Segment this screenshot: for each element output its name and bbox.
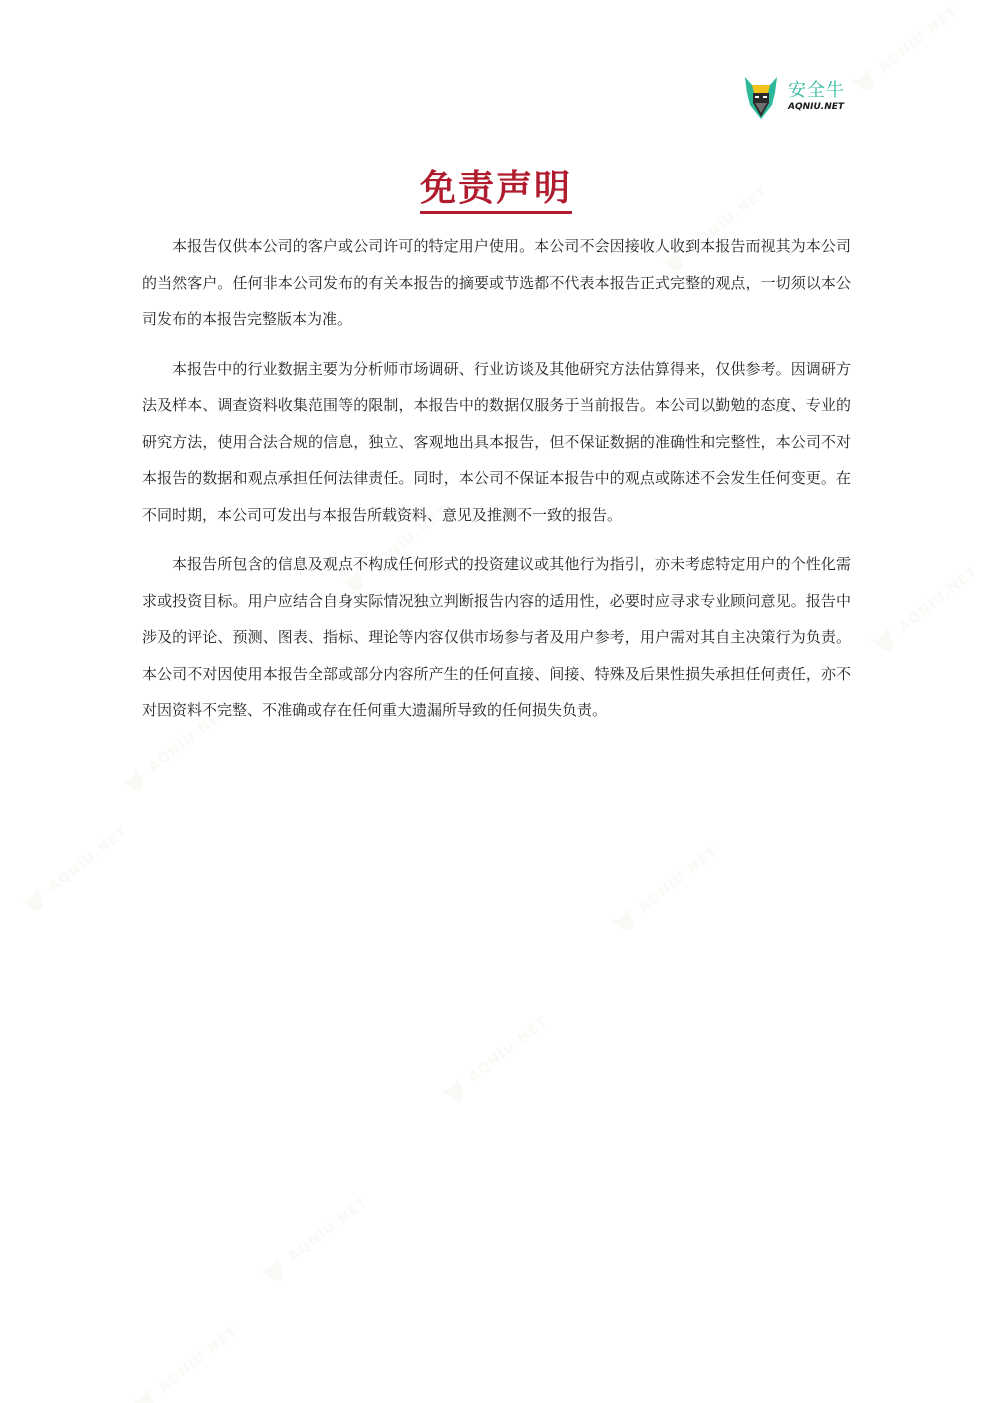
- page-title-text: 免责声明: [420, 168, 572, 214]
- watermark: AQNIU.NET: [835, 0, 974, 114]
- logo-name-cn: 安全牛: [788, 80, 845, 101]
- brand-logo: [742, 72, 852, 122]
- page-title: [0, 160, 992, 211]
- viking-helmet-icon: [742, 73, 780, 121]
- watermark: AQNIU.NET: [245, 1176, 384, 1303]
- watermark: AQNIU.NET: [595, 826, 734, 953]
- paragraph: 本报告仅供本公司的客户或公司许可的特定用户使用。本公司不会因接收人收到本报告而视其为本公司的当然客户。任何非本公司发布的有关本报告的摘要或节选都不代表本报告正式完整的观点，一切须以本公司发布的本报告完整版本为准。: [142, 237, 851, 328]
- watermark: AQNIU.NET: [115, 1306, 254, 1403]
- paragraph: 本报告所包含的信息及观点不构成任何形式的投资建议或其他行为指引，亦未考虑特定用户的个性化需求或投资目标。用户应结合自身实际情况独立判断报告内容的适用性，必要时应寻求专业顾问意见。报告中涉及的评论、预测、图表、指标、理论等内容仅供市场参与者及用户参考，用户需对其自主决策行为负责。本公司不对因使用本报告全部或部分内容所产生的任何直接、间接、特殊及后果性损失承担任何责任，亦不对因资料不完整、不准确或存在任何重大遗漏所导致的任何损失负责。: [142, 555, 851, 719]
- disclaimer-body: [142, 228, 851, 742]
- watermark: AQNIU.NET: [645, 166, 784, 293]
- watermark: AQNIU.NET: [5, 806, 144, 933]
- logo-name-en: AQNIU.NET: [788, 102, 845, 112]
- watermark: AQNIU.NET: [105, 686, 244, 813]
- watermark: AQNIU.NET: [425, 996, 564, 1123]
- watermark: AQNIU.NET: [325, 486, 464, 613]
- watermark: AQNIU.NET: [855, 546, 992, 673]
- paragraph: 本报告中的行业数据主要为分析师市场调研、行业访谈及其他研究方法估算得来，仅供参考。因调研方法及样本、调查资料收集范围等的限制，本报告中的数据仅服务于当前报告。本公司以勤勉的态度、专业的研究方法，使用合法合规的信息，独立、客观地出具本报告，但不保证数据的准确性和完整性，本公司不对本报告的数据和观点承担任何法律责任。同时，本公司不保证本报告中的观点或陈述不会发生任何变更。在不同时期，本公司可发出与本报告所载资料、意见及推测不一致的报告。: [142, 359, 851, 524]
